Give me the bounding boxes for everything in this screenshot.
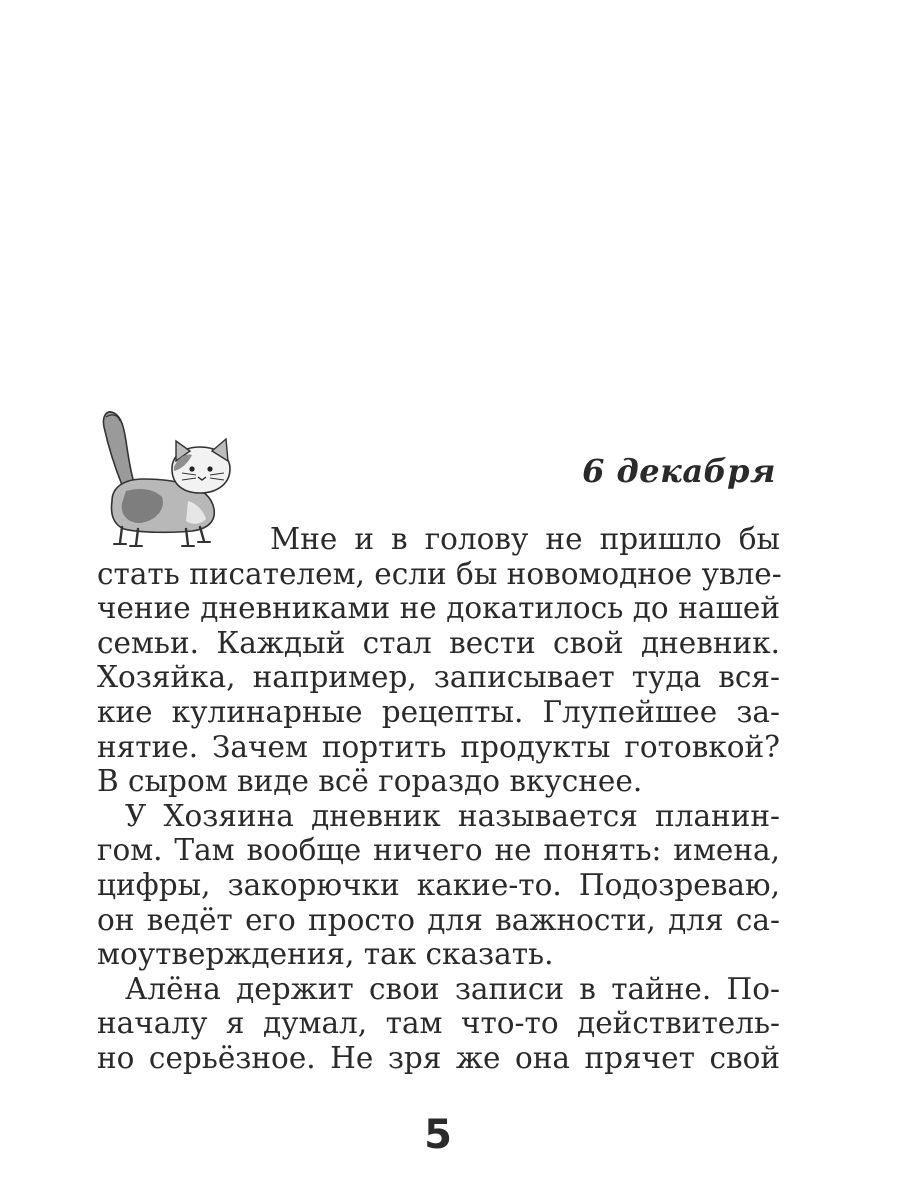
text-line: У Хозяина дневник называется планин-	[125, 798, 780, 833]
page-number: 5	[424, 1112, 452, 1158]
text-line: но серьёзное. Не зря же она прячет свой	[97, 1040, 780, 1075]
text-line: он ведёт его просто для важности, для са-	[97, 902, 780, 937]
text-line: нятие. Зачем портить продукты готовкой?	[97, 729, 780, 764]
text-line: стать писателем, если бы новомодное увле-	[97, 556, 782, 591]
text-line: Мне и в голову не пришло бы	[270, 522, 780, 556]
diary-text	[97, 522, 780, 1076]
text-line: чение дневниками не докатилось до нашей	[97, 591, 780, 626]
text-line: кие кулинарные рецепты. Глупейшее за-	[97, 694, 780, 729]
entry-date: 6 декабря	[582, 452, 776, 490]
text-line: В сыром виде всё гораздо вкуснее.	[97, 764, 643, 799]
text-line: моутверждения, так сказать.	[97, 937, 554, 972]
text-line: Хозяйка, например, записывает туда вся-	[97, 660, 780, 695]
text-line: цифры, закорючки какие-то. Подозреваю,	[97, 867, 780, 902]
text-line: семьи. Каждый стал вести свой дневник.	[97, 625, 780, 660]
text-line: началу я думал, там что-то действитель-	[97, 1006, 780, 1041]
text-line: гом. Там вообще ничего не понять: имена,	[97, 833, 780, 868]
text-line: Алёна держит свои записи в тайне. По-	[125, 971, 780, 1006]
